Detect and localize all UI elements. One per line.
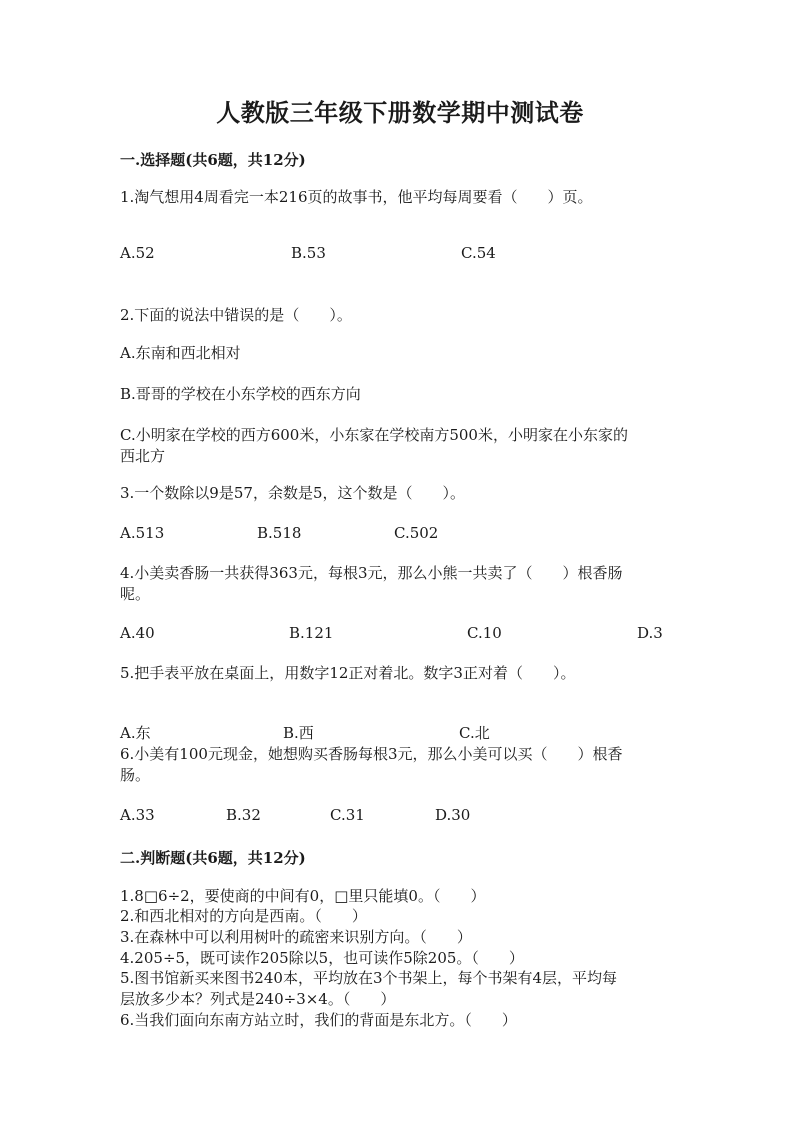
- question-4-option-d: D.3: [637, 624, 663, 642]
- question-2-option-c-cont: 西北方: [120, 447, 166, 465]
- judgement-line-5: 5.图书馆新买来图书240本，平均放在3个书架上，每个书架有4层，平均每: [120, 969, 618, 987]
- question-6-stem-cont: 肠。: [120, 766, 151, 784]
- question-6-option-a: A.33: [120, 806, 155, 824]
- page-title: 人教版三年级下册数学期中测试卷: [216, 98, 584, 127]
- question-4-option-b: B.121: [289, 624, 334, 642]
- question-4-stem: 4.小美卖香肠一共获得363元，每根3元，那么小熊一共卖了（ ）根香肠: [120, 564, 623, 582]
- question-3-stem: 3.一个数除以9是57，余数是5，这个数是（ ）。: [120, 484, 465, 502]
- question-5-option-b: B.西: [283, 724, 314, 742]
- question-6-option-d: D.30: [435, 806, 471, 824]
- question-2-option-b: B.哥哥的学校在小东学校的西东方向: [120, 385, 361, 403]
- judgement-line-3: 3.在森林中可以利用树叶的疏密来识别方向。（ ）: [120, 928, 472, 946]
- judgement-line-1: 1.8□6÷2，要使商的中间有0，□里只能填0。（ ）: [120, 887, 486, 905]
- question-2-option-c: C.小明家在学校的西方600米，小东家在学校南方500米，小明家在小东家的: [120, 426, 628, 444]
- question-4-option-a: A.40: [120, 624, 155, 642]
- question-1-stem: 1.淘气想用4周看完一本216页的故事书，他平均每周要看（ ）页。: [120, 188, 593, 206]
- question-2-stem: 2.下面的说法中错误的是（ ）。: [120, 306, 352, 324]
- judgement-line-5-cont: 层放多少本？列式是240÷3×4。（ ）: [120, 990, 396, 1008]
- question-6-stem: 6.小美有100元现金，她想购买香肠每根3元，那么小美可以买（ ）根香: [120, 745, 623, 763]
- question-4-stem-cont: 呢。: [120, 585, 151, 603]
- question-4-option-c: C.10: [467, 624, 502, 642]
- section-heading-judgement: 二.判断题(共6题，共12分): [120, 849, 306, 867]
- question-6-option-c: C.31: [330, 806, 365, 824]
- question-3-option-a: A.513: [120, 524, 165, 542]
- question-2-option-a: A.东南和西北相对: [120, 344, 241, 362]
- section-heading-choice: 一.选择题(共6题，共12分): [120, 151, 306, 169]
- question-6-option-b: B.32: [226, 806, 261, 824]
- question-1-option-c: C.54: [461, 244, 496, 262]
- question-1-option-a: A.52: [120, 244, 155, 262]
- judgement-line-6: 6.当我们面向东南方站立时，我们的背面是东北方。（ ）: [120, 1011, 517, 1029]
- judgement-line-4: 4.205÷5，既可读作205除以5，也可读作5除205。（ ）: [120, 949, 524, 967]
- question-3-option-c: C.502: [394, 524, 439, 542]
- question-5-option-a: A.东: [120, 724, 151, 742]
- question-3-option-b: B.518: [257, 524, 302, 542]
- question-5-option-c: C.北: [459, 724, 490, 742]
- question-5-stem: 5.把手表平放在桌面上，用数字12正对着北。数字3正对着（ ）。: [120, 664, 576, 682]
- question-1-option-b: B.53: [291, 244, 326, 262]
- judgement-line-2: 2.和西北相对的方向是西南。（ ）: [120, 907, 367, 925]
